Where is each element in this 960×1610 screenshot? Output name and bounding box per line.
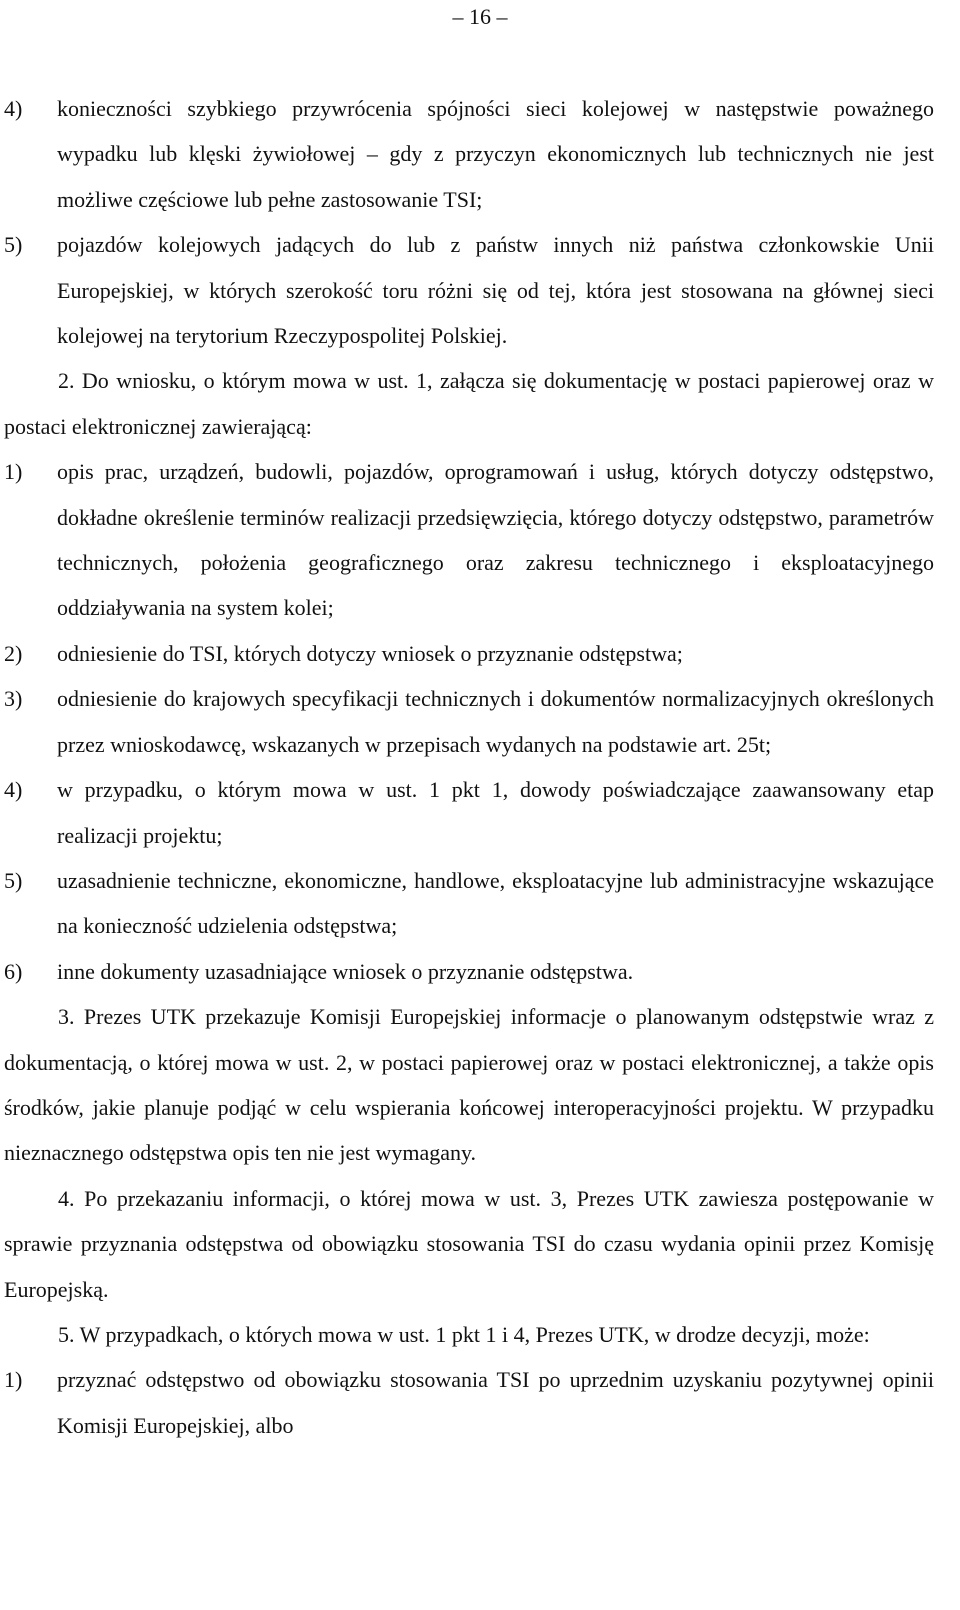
list-item [4, 631, 934, 676]
list-item-text: w przypadku, o którym mowa w ust. 1 pkt 1, dowody poświadczające zaawansowany etap realizacji projektu; [57, 777, 934, 848]
list-item-text: konieczności szybkiego przywrócenia spójności sieci kolejowej w następstwie poważnego wypadku lub klęski żywiołowej – gdy z przyczyn ekonomicznych lub technicznych nie jest możliwe częściowe lub pełne zastosowanie TSI; [57, 96, 934, 212]
list-item [4, 767, 934, 858]
list-item-number: 4) [4, 96, 23, 121]
list-item [4, 449, 934, 631]
list-item-number: 5) [4, 867, 23, 893]
list-item-text: inne dokumenty uzasadniające wniosek o przyznanie odstępstwa. [57, 958, 634, 984]
list-item [4, 858, 934, 949]
list-item-number: 1) [4, 459, 23, 485]
paragraph-5: 5. W przypadkach, o których mowa w ust. 1 pkt 1 i 4, Prezes UTK, w drodze decyzji, może: [58, 1321, 870, 1347]
list-item-number: 4) [4, 777, 23, 803]
list-item [4, 676, 934, 767]
list-item-number: 6) [4, 958, 23, 984]
list-item [4, 86, 934, 222]
paragraph-4: 4. Po przekazaniu informacji, o której mowa w ust. 3, Prezes UTK zawiesza postępowanie w sprawie przyznania odstępstwa od obowiązku stosowania TSI do czasu wydania opinii przez Komisję Europejską. [4, 1185, 934, 1302]
list-item [4, 222, 934, 358]
list-item [4, 949, 934, 994]
list-item-text: opis prac, urządzeń, budowli, pojazdów, oprogramowań i usług, których dotyczy odstępstwo, dokładne określenie terminów realizacji przedsięwzięcia, którego dotyczy odstępstwo, parametrów technicznych, położenia geograficznego oraz zakresu technicznego i eksploatacyjnego oddziaływania na system kolei; [57, 459, 934, 621]
list-item-text: uzasadnienie techniczne, ekonomiczne, handlowe, eksploatacyjne lub administracyjne wskazujące na konieczność udzielenia odstępstwa; [57, 867, 934, 939]
list-item-text: odniesienie do krajowych specyfikacji technicznych i dokumentów normalizacyjnych określonych przez wnioskodawcę, wskazanych w przepisach wydanych na podstawie art. 25t; [57, 686, 934, 757]
list-item-number: 2) [4, 640, 23, 666]
list-item-number: 3) [4, 686, 23, 712]
list-item-text: przyznać odstępstwo od obowiązku stosowania TSI po uprzednim uzyskaniu pozytywnej opinii Komisji Europejskiej, albo [57, 1367, 934, 1438]
list-item-text: odniesienie do TSI, których dotyczy wniosek o przyznanie odstępstwa; [57, 640, 683, 666]
list-item-number: 5) [4, 232, 23, 258]
list-item-number: 1) [4, 1367, 23, 1393]
page-number: – 16 – [452, 4, 508, 29]
list-item-text: pojazdów kolejowych jadących do lub z państw innych niż państwa członkowskie Unii Europejskiej, w których szerokość toru różni się od tej, która jest stosowana na głównej sieci kolejowej na terytorium Rzeczypospolitej Polskiej. [57, 232, 934, 349]
document-body [4, 86, 934, 1448]
paragraph-3: 3. Prezes UTK przekazuje Komisji Europejskiej informacje o planowanym odstępstwie wraz z dokumentacją, o której mowa w ust. 2, w postaci papierowej oraz w postaci elektronicznej, a także opis środków, jakie planuje podjąć w celu wspierania końcowej interoperacyjności projektu. W przypadku nieznacznego odstępstwa opis ten nie jest wymagany. [4, 1004, 934, 1166]
paragraph-2: 2. Do wniosku, o którym mowa w ust. 1, załącza się dokumentację w postaci papierowej oraz w postaci elektronicznej zawierającą: [4, 368, 934, 439]
list-item [4, 1357, 934, 1448]
